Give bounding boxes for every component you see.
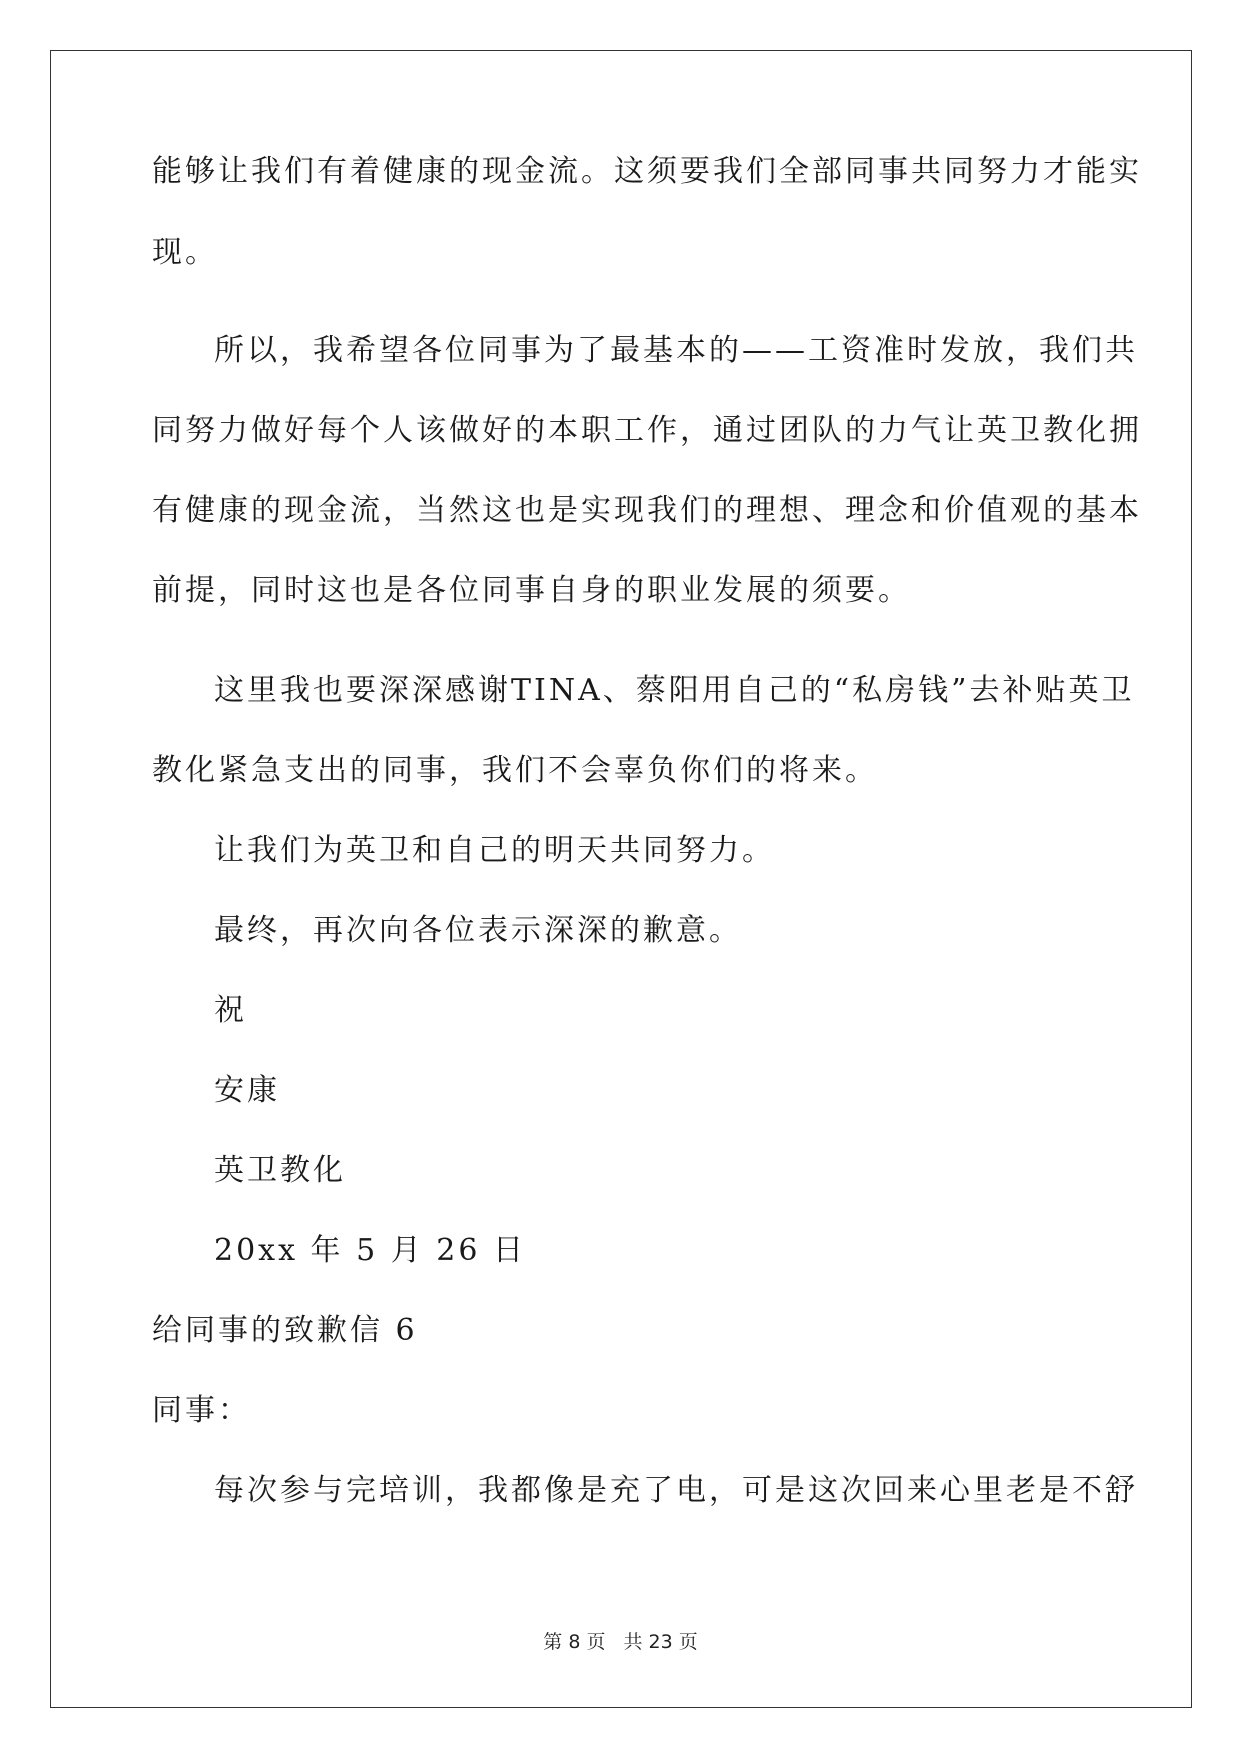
text-line: 最终，再次向各位表示深深的歉意。 bbox=[214, 913, 742, 948]
text-line: 这里我也要深深感谢TINA、蔡阳用自己的“私房钱”去补贴英卫 bbox=[214, 673, 1135, 708]
text-line: 安康 bbox=[214, 1073, 280, 1108]
text-line: 现。 bbox=[152, 235, 218, 270]
text-line: 同努力做好每个人该做好的本职工作，通过团队的力气让英卫教化拥 bbox=[152, 413, 1142, 448]
text-line: 前提，同时这也是各位同事自身的职业发展的须要。 bbox=[152, 573, 911, 608]
text-line: 祝 bbox=[214, 993, 247, 1028]
text-line: 教化紧急支出的同事，我们不会辜负你们的将来。 bbox=[152, 753, 878, 788]
text-line: 让我们为英卫和自己的明天共同努力。 bbox=[214, 833, 775, 868]
text-line: 能够让我们有着健康的现金流。这须要我们全部同事共同努力才能实 bbox=[152, 154, 1142, 189]
salutation: 同事： bbox=[152, 1393, 251, 1428]
page-total: 共 23 页 bbox=[623, 1631, 698, 1653]
text-line: 每次参与完培训，我都像是充了电，可是这次回来心里老是不舒 bbox=[214, 1473, 1138, 1508]
text-line: 英卫教化 bbox=[214, 1153, 346, 1188]
section-heading: 给同事的致歉信 6 bbox=[152, 1313, 418, 1348]
page-footer bbox=[0, 1627, 1241, 1654]
page-number: 第 8 页 bbox=[543, 1631, 606, 1653]
text-line: 有健康的现金流，当然这也是实现我们的理想、理念和价值观的基本 bbox=[152, 493, 1142, 528]
text-line: 所以，我希望各位同事为了最基本的——工资准时发放，我们共 bbox=[214, 333, 1138, 368]
date-line: 20xx 年 5 月 26 日 bbox=[214, 1233, 526, 1268]
page-border bbox=[50, 50, 1192, 1708]
